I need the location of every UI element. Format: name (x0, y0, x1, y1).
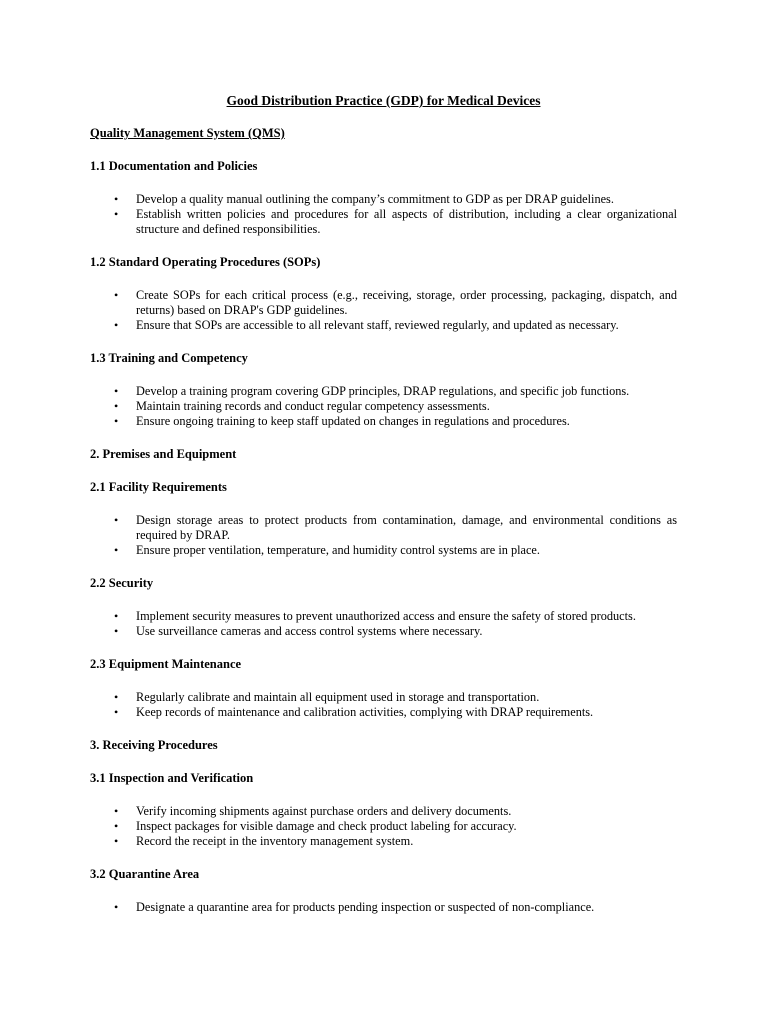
list-item-text: Implement security measures to prevent unauthorized access and ensure the safety of stored products. (136, 609, 636, 623)
bullet-icon: • (114, 543, 119, 557)
bullet-icon: • (114, 288, 119, 302)
list-item (90, 804, 677, 819)
list-item-text: Ensure proper ventilation, temperature, and humidity control systems are in place. (136, 543, 540, 557)
bullet-icon: • (114, 804, 119, 818)
bullet-icon: • (114, 207, 119, 221)
section-heading: 2.3 Equipment Maintenance (90, 657, 242, 671)
section-heading: 2.1 Facility Requirements (90, 480, 227, 494)
qms-heading: Quality Management System (QMS) (90, 126, 285, 140)
bullet-icon: • (114, 609, 119, 623)
bullet-list (90, 192, 677, 237)
bullet-list (90, 384, 677, 429)
bullet-icon: • (114, 900, 119, 914)
list-item (90, 318, 677, 333)
list-item-text: Create SOPs for each critical process (e.g., receiving, storage, order processing, packaging, dispatch, and returns) based on DRAP's GDP guidelines. (136, 288, 677, 317)
list-item (90, 399, 677, 414)
list-item (90, 900, 677, 915)
bullet-icon: • (114, 414, 119, 428)
list-item-text: Develop a training program covering GDP principles, DRAP regulations, and specific job functions. (136, 384, 630, 398)
bullet-list (90, 288, 677, 333)
document-page (90, 92, 677, 933)
bullet-list (90, 609, 677, 639)
bullet-icon: • (114, 513, 119, 527)
list-item-text: Verify incoming shipments against purchase orders and delivery documents. (136, 804, 512, 818)
section-heading: 3.2 Quarantine Area (90, 867, 200, 881)
section-heading: 1.2 Standard Operating Procedures (SOPs) (90, 255, 321, 269)
list-item-text: Record the receipt in the inventory management system. (136, 834, 414, 848)
section-heading: 3. Receiving Procedures (90, 738, 218, 752)
list-item (90, 543, 677, 558)
list-item (90, 609, 677, 624)
list-item (90, 513, 677, 543)
list-item-text: Keep records of maintenance and calibration activities, complying with DRAP requirements. (136, 705, 594, 719)
list-item (90, 288, 677, 318)
document-title: Good Distribution Practice (GDP) for Medical Devices (226, 93, 541, 108)
bullet-icon: • (114, 384, 119, 398)
bullet-list (90, 900, 677, 915)
list-item (90, 384, 677, 399)
list-item (90, 192, 677, 207)
bullet-icon: • (114, 690, 119, 704)
list-item (90, 624, 677, 639)
list-item-text: Establish written policies and procedures for all aspects of distribution, including a clear organizational structure and defined responsibilities. (136, 207, 677, 236)
bullet-icon: • (114, 705, 119, 719)
list-item-text: Inspect packages for visible damage and check product labeling for accuracy. (136, 819, 517, 833)
section-heading: 3.1 Inspection and Verification (90, 771, 254, 785)
bullet-icon: • (114, 819, 119, 833)
bullet-list (90, 690, 677, 720)
list-item-text: Ensure that SOPs are accessible to all relevant staff, reviewed regularly, and updated as necessary. (136, 318, 619, 332)
bullet-list (90, 804, 677, 849)
section-heading: 1.3 Training and Competency (90, 351, 248, 365)
list-item (90, 414, 677, 429)
list-item (90, 834, 677, 849)
section-heading: 2. Premises and Equipment (90, 447, 237, 461)
list-item-text: Maintain training records and conduct regular competency assessments. (136, 399, 490, 413)
bullet-icon: • (114, 192, 119, 206)
list-item-text: Designate a quarantine area for products pending inspection or suspected of non-compliance. (136, 900, 595, 914)
list-item-text: Develop a quality manual outlining the company’s commitment to GDP as per DRAP guidelines. (136, 192, 614, 206)
document-body (90, 159, 677, 915)
list-item-text: Regularly calibrate and maintain all equipment used in storage and transportation. (136, 690, 540, 704)
bullet-icon: • (114, 834, 119, 848)
list-item (90, 207, 677, 237)
bullet-list (90, 513, 677, 558)
list-item (90, 690, 677, 705)
section-heading: 1.1 Documentation and Policies (90, 159, 258, 173)
bullet-icon: • (114, 399, 119, 413)
list-item-text: Ensure ongoing training to keep staff updated on changes in regulations and procedures. (136, 414, 570, 428)
bullet-icon: • (114, 624, 119, 638)
list-item (90, 819, 677, 834)
bullet-icon: • (114, 318, 119, 332)
list-item-text: Design storage areas to protect products from contamination, damage, and environmental conditions as required by DRAP. (136, 513, 677, 542)
list-item-text: Use surveillance cameras and access control systems where necessary. (136, 624, 483, 638)
section-heading: 2.2 Security (90, 576, 154, 590)
list-item (90, 705, 677, 720)
